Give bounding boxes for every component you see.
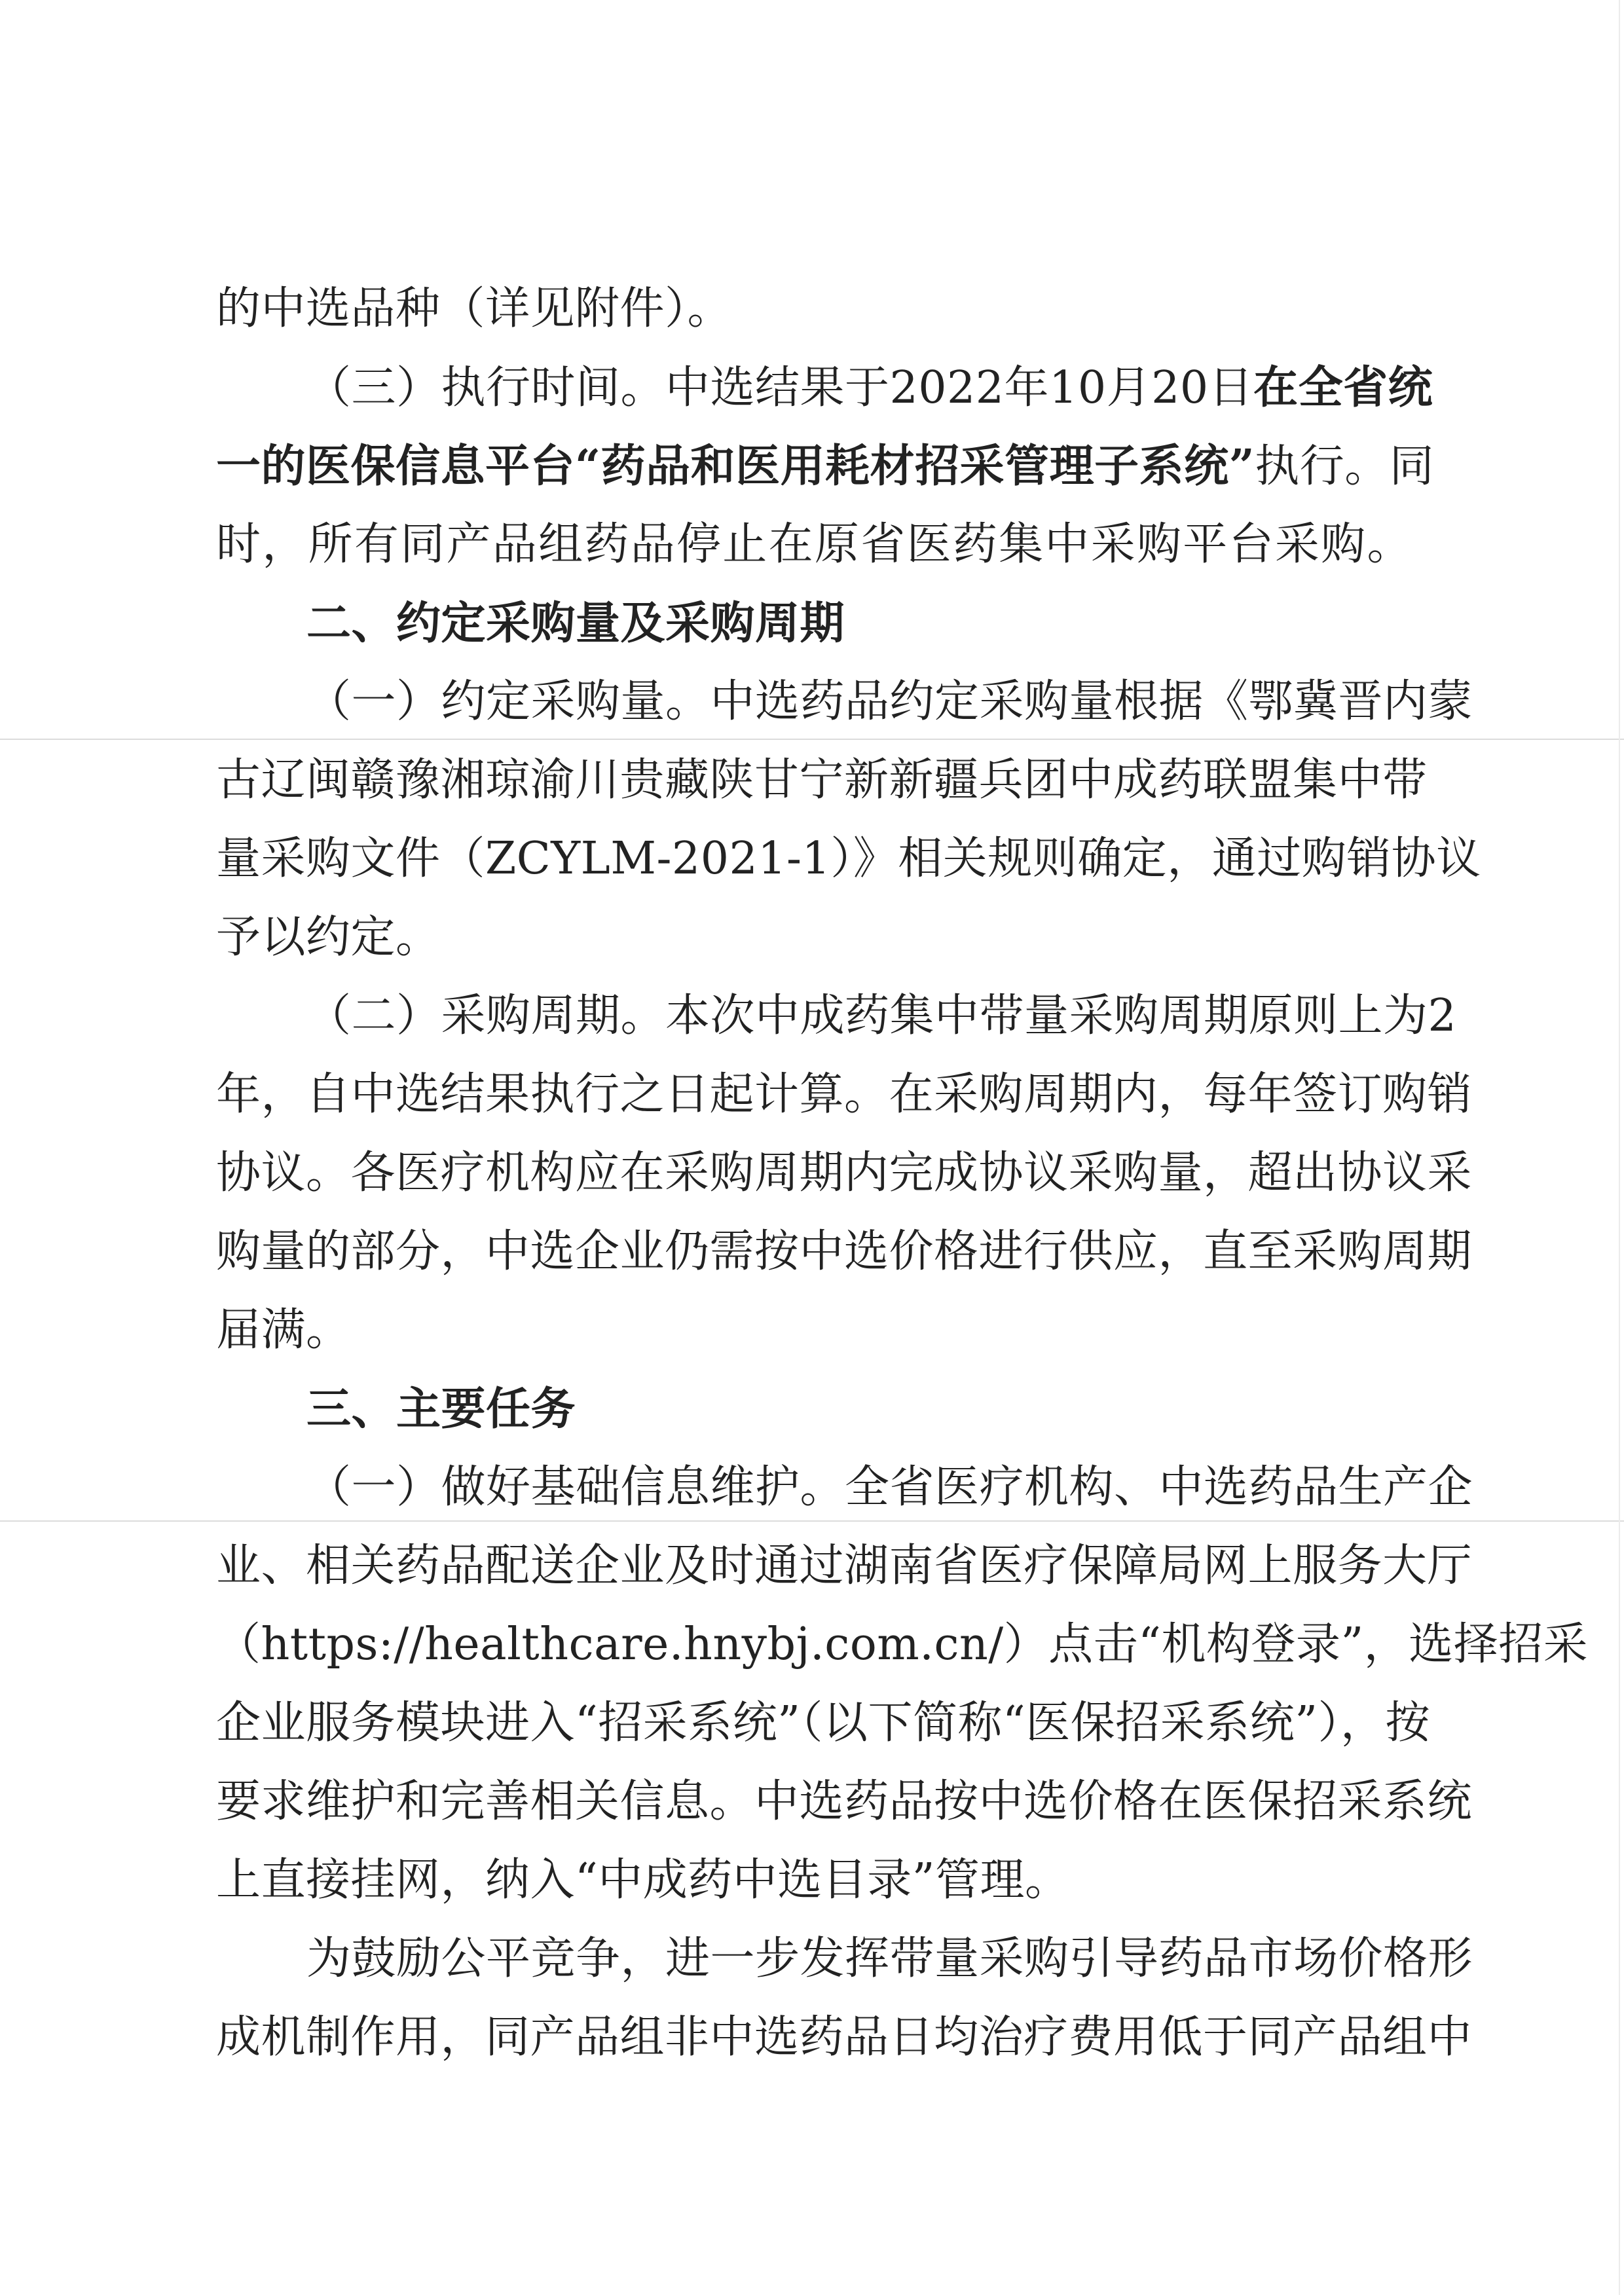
paragraph-line: 量采购文件（ZCYLM-2021-1）》相关规则确定，通过购销协议 bbox=[216, 833, 1481, 885]
paragraph-line bbox=[306, 355, 1433, 420]
paragraph-line: （一）做好基础信息维护。全省医疗机构、中选药品生产企 bbox=[306, 1461, 1473, 1513]
paragraph-line: 为鼓励公平竞争，进一步发挥带量采购引导药品市场价格形 bbox=[306, 1933, 1473, 1985]
paragraph-line: 古辽闽赣豫湘琼渝川贵藏陕甘宁新新疆兵团中成药联盟集中带 bbox=[216, 754, 1428, 806]
plain-text: 执行。同 bbox=[1255, 441, 1435, 492]
paragraph-line: （一）约定采购量。中选药品约定采购量根据《鄂冀晋内蒙 bbox=[306, 676, 1473, 727]
paragraph-line: 要求维护和完善相关信息。中选药品按中选价格在医保招采系统 bbox=[216, 1776, 1473, 1827]
paragraph-line: 届满。 bbox=[216, 1304, 351, 1356]
scan-edge-line bbox=[1619, 0, 1620, 2295]
scan-fold-line bbox=[0, 739, 1624, 740]
paragraph-line: 企业服务模块进入“招采系统”（以下简称“医保招采系统”），按 bbox=[216, 1697, 1431, 1749]
section-heading: 三、主要任务 bbox=[306, 1383, 576, 1435]
paragraph-line: 协议。各医疗机构应在采购周期内完成协议采购量，超出协议采 bbox=[216, 1147, 1473, 1199]
paragraph-line: 时，所有同产品组药品停止在原省医药集中采购平台采购。 bbox=[216, 519, 1412, 570]
paragraph-line: 上直接挂网，纳入“中成药中选目录”管理。 bbox=[216, 1854, 1070, 1906]
section-heading: 二、约定采购量及采购周期 bbox=[306, 597, 845, 650]
paragraph-line: 购量的部分，中选企业仍需按中选价格进行供应，直至采购周期 bbox=[216, 1226, 1473, 1277]
paragraph-line: 成机制作用，同产品组非中选药品日均治疗费用低于同产品组中 bbox=[216, 2011, 1473, 2063]
emphasis-text: 在全省统 bbox=[1253, 361, 1433, 414]
paragraph-line: 业、相关药品配送企业及时通过湖南省医疗保障局网上服务大厅 bbox=[216, 1540, 1473, 1592]
paragraph-line: （https://healthcare.hnybj.com.cn/）点击“机构登录”，选择招采 bbox=[216, 1619, 1589, 1670]
paragraph-line: （二）采购周期。本次中成药集中带量采购周期原则上为2 bbox=[306, 990, 1457, 1042]
paragraph-line: 的中选品种（详见附件）。 bbox=[216, 283, 733, 335]
plain-text: （三）执行时间。中选结果于2022年10月20日 bbox=[306, 362, 1254, 414]
emphasis-text: 一的医保信息平台“药品和医用耗材招采管理子系统” bbox=[216, 440, 1255, 492]
scan-fold-line bbox=[0, 1520, 1624, 1522]
paragraph-line bbox=[216, 433, 1435, 499]
paragraph-line: 予以约定。 bbox=[216, 911, 441, 963]
paragraph-line: 年，自中选结果执行之日起计算。在采购周期内，每年签订购销 bbox=[216, 1069, 1473, 1120]
